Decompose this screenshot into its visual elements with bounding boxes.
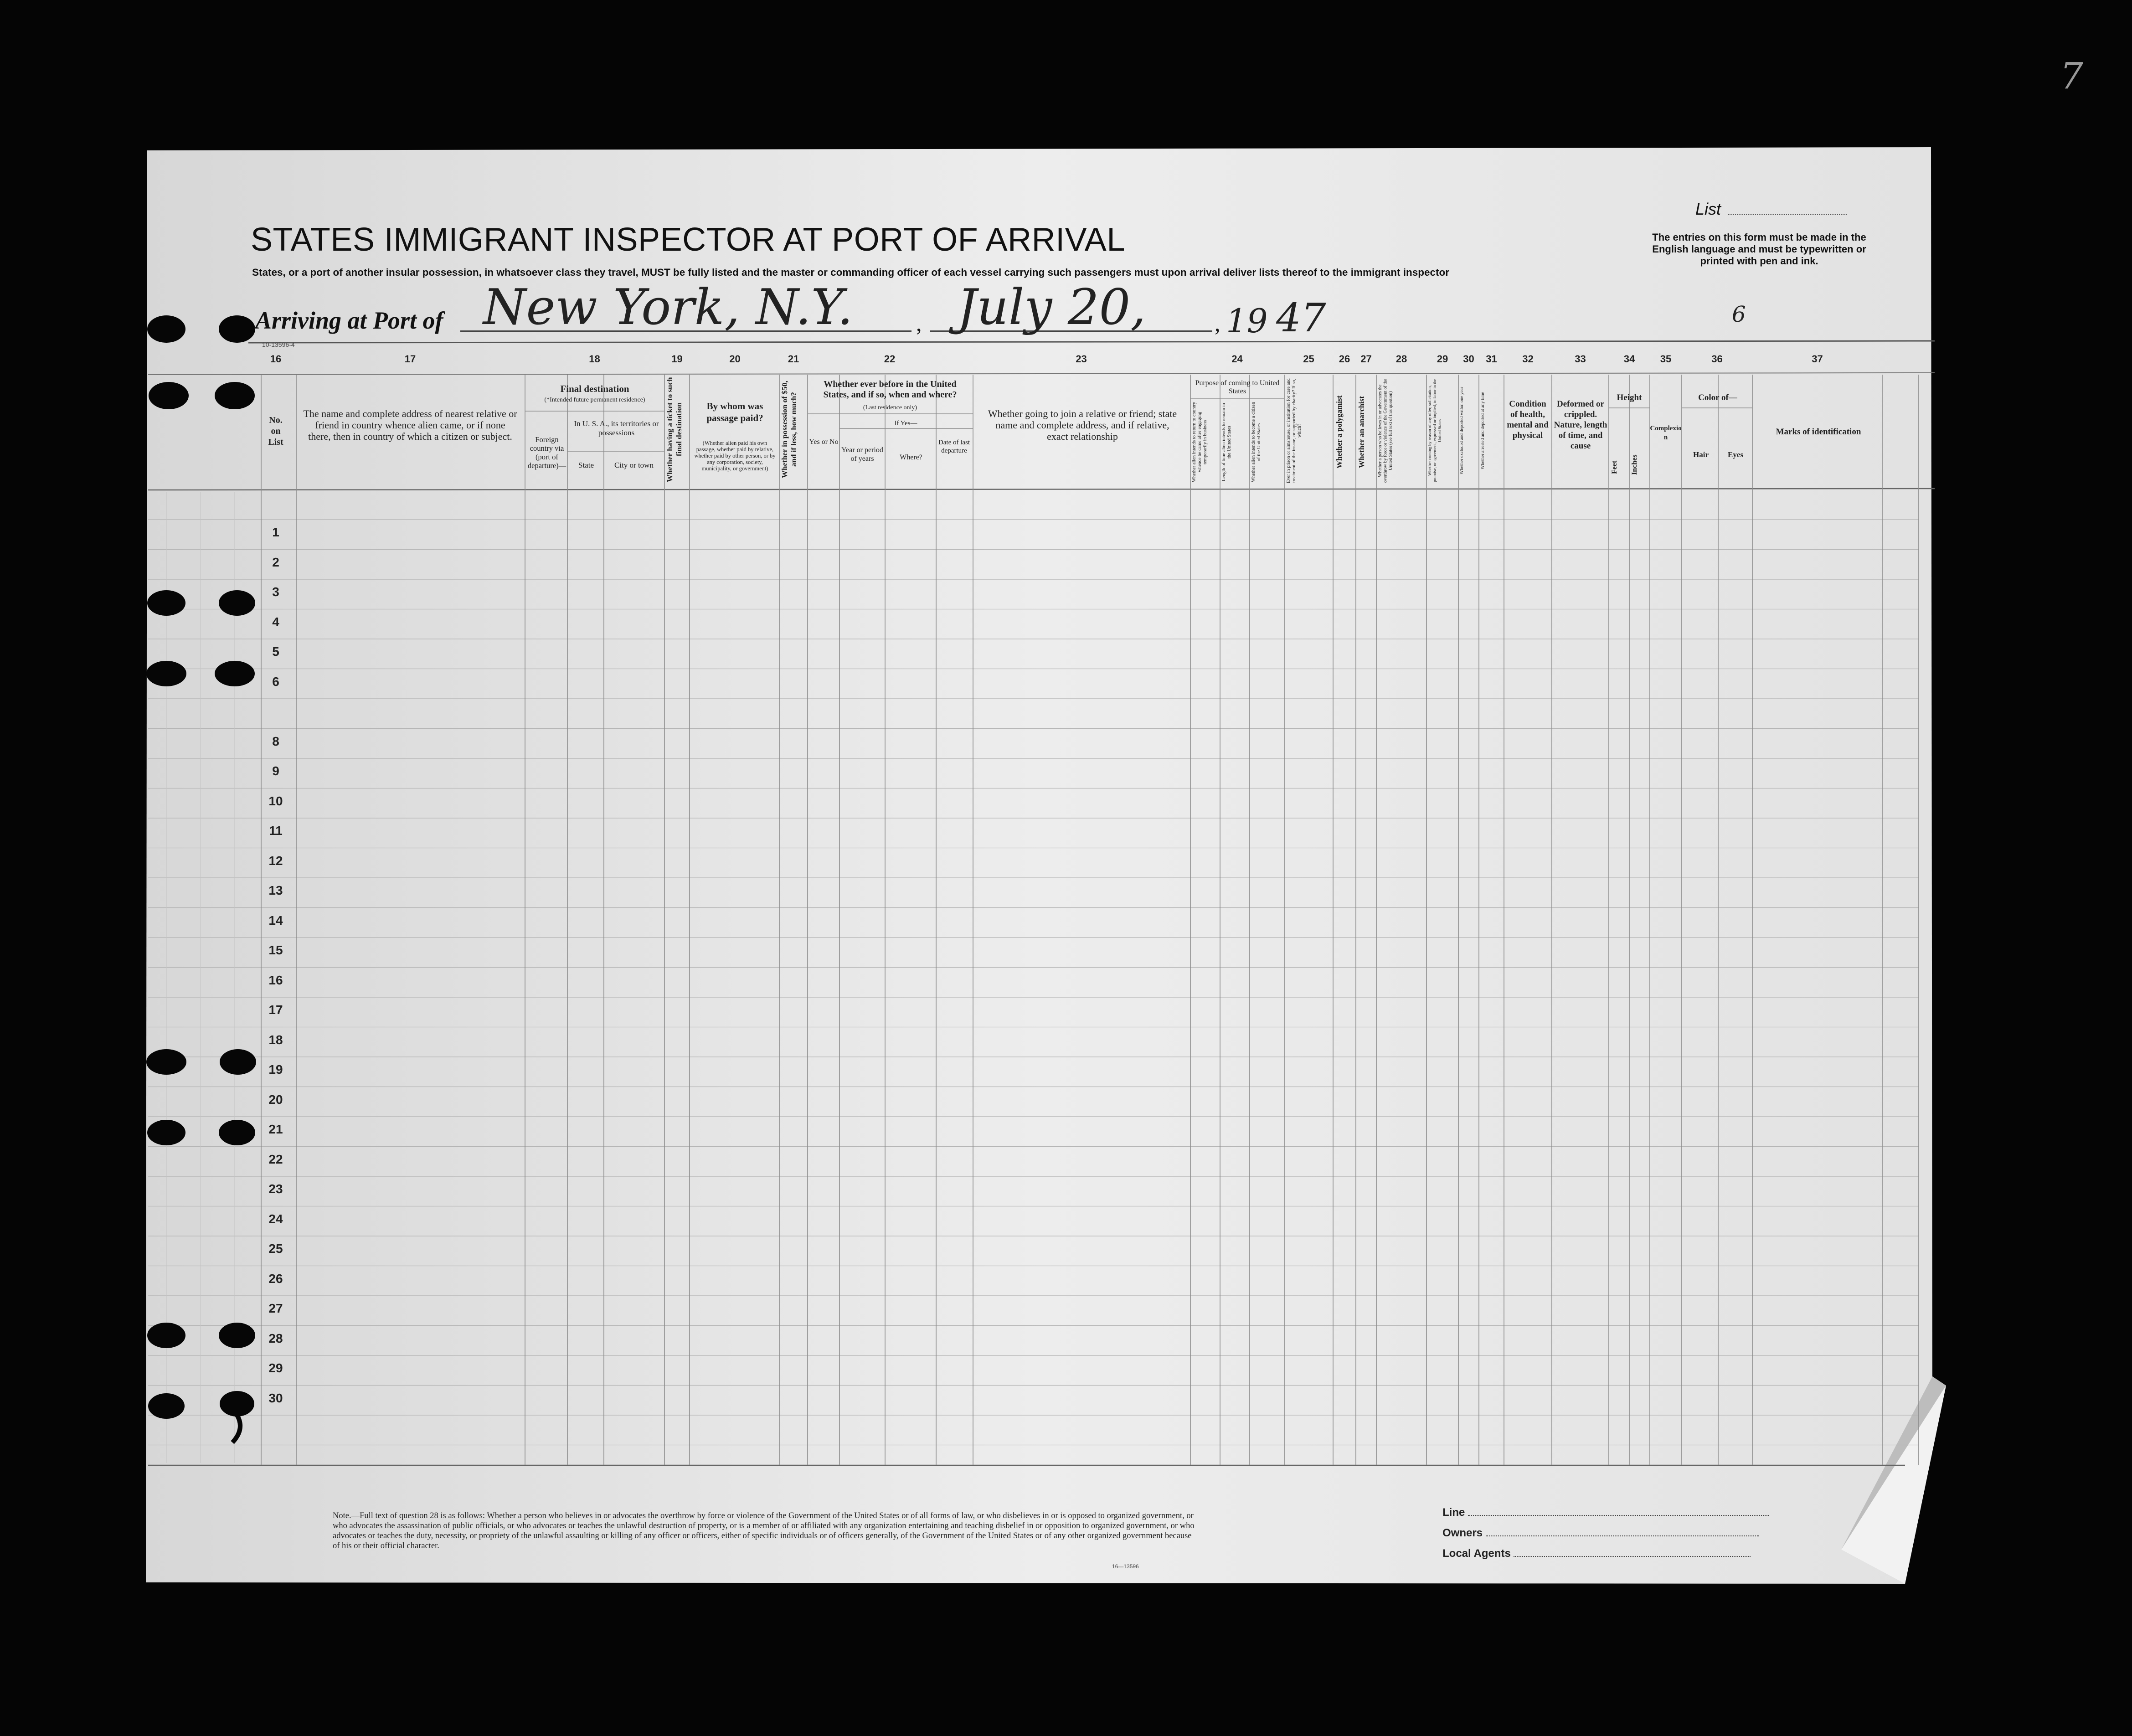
col34-feet: Feet xyxy=(1611,460,1618,474)
col22-title: Whether ever before in the United States, and if so, when and where? xyxy=(823,379,957,400)
colnum-36: 36 xyxy=(1711,353,1723,365)
col23-header: Whether going to join a relative or friend; state name and complete address, and if relative, exact relationship xyxy=(988,408,1177,442)
colnum-28: 28 xyxy=(1396,353,1407,365)
colnum-19: 19 xyxy=(671,353,683,365)
row-number: 27 xyxy=(268,1301,283,1315)
row-number: 6 xyxy=(272,674,279,689)
colnum-33: 33 xyxy=(1575,353,1586,365)
row-number: 15 xyxy=(268,943,283,957)
row-number: 22 xyxy=(268,1152,283,1166)
col21-header: Whether in possession of $50, and if less, how much? xyxy=(780,381,798,479)
colnum-24: 24 xyxy=(1231,353,1243,365)
row-number: 19 xyxy=(268,1062,283,1077)
row-number: 12 xyxy=(268,853,283,868)
page-mark: 6 xyxy=(1732,302,1746,327)
colnum-34: 34 xyxy=(1623,353,1635,365)
row-number: 29 xyxy=(268,1361,283,1375)
col24-c: Whether alien intends to become a citizen of the United States xyxy=(1251,402,1262,483)
col36-hair: Hair xyxy=(1693,450,1709,459)
col36-eyes: Eyes xyxy=(1728,450,1743,459)
row-number: 20 xyxy=(268,1092,283,1107)
row-number: 14 xyxy=(268,913,283,927)
col22-years: Year or period of years xyxy=(841,446,883,463)
line-label-text: Line xyxy=(1442,1506,1465,1519)
corner-mark: 7 xyxy=(2060,55,2083,97)
colnum-30: 30 xyxy=(1463,353,1474,365)
form-instructions: The entries on this form must be made in the English language and must be typewritten or printed with pen and ink. xyxy=(1652,232,1866,267)
row-number: 25 xyxy=(268,1241,283,1256)
colnum-35: 35 xyxy=(1660,353,1672,365)
owners-label xyxy=(1442,1527,1759,1540)
colnum-31: 31 xyxy=(1486,353,1497,365)
col17-header: The name and complete address of nearest relative or friend in country whence alien came, or if none there, then in country of which a citizen or subject. xyxy=(303,408,517,442)
col20-title: By whom was passage paid? xyxy=(706,401,763,423)
row-number: 11 xyxy=(269,824,283,838)
row-number: 10 xyxy=(268,793,283,808)
port-comma: , xyxy=(916,310,922,336)
line-field xyxy=(1468,1515,1769,1516)
col34-title: Height xyxy=(1617,393,1642,402)
row-number: 3 xyxy=(272,585,279,599)
list-label xyxy=(1695,200,1847,219)
port-handwritten: New York, N.Y. xyxy=(483,279,853,336)
colnum-25: 25 xyxy=(1303,353,1314,365)
col33-header: Deformed or crippled. Nature, length of time, and cause xyxy=(1554,399,1607,451)
agents-label xyxy=(1442,1547,1751,1560)
date-comma: , xyxy=(1215,310,1220,336)
col37-header: Marks of identification xyxy=(1776,427,1861,437)
col32-header: Condition of health, mental and physical xyxy=(1507,399,1549,440)
col24-title: Purpose of coming to United States xyxy=(1195,379,1280,395)
colnum-23: 23 xyxy=(1076,353,1087,365)
year-handwritten: 47 xyxy=(1276,295,1326,341)
row-number: 17 xyxy=(268,1003,283,1017)
col26-header: Whether a polygamist xyxy=(1335,395,1344,469)
line-label xyxy=(1442,1506,1769,1519)
col19-header: Whether having a ticket to such final destination xyxy=(665,377,683,482)
col18-city: City or town xyxy=(614,461,654,469)
year-prefix: 19 xyxy=(1226,302,1268,340)
col22-ifyes: If Yes— xyxy=(894,420,917,427)
page-title: STATES IMMIGRANT INSPECTOR AT PORT OF ARRIVAL xyxy=(251,222,1125,258)
colnum-21: 21 xyxy=(788,353,799,365)
footer-code: 16—13596 xyxy=(1112,1563,1139,1570)
row-number: 4 xyxy=(272,614,279,629)
row-number: 5 xyxy=(272,644,279,659)
colnum-26: 26 xyxy=(1339,353,1350,365)
col18-state: State xyxy=(578,461,594,469)
agents-field xyxy=(1514,1556,1751,1557)
col31-header: Whether arrested and deported at any time xyxy=(1480,392,1485,469)
col24-a: Whether alien intends to return to country whence he came after engaging temporarily in business xyxy=(1192,402,1208,483)
row-number: 28 xyxy=(268,1331,283,1345)
col22-yesno: Yes or No xyxy=(809,438,839,446)
row-number: 24 xyxy=(268,1211,283,1226)
col18-foreign: Foreign country via (port of departure)— xyxy=(527,435,566,470)
date-handwritten: July 20, xyxy=(957,279,1146,336)
row-number: 23 xyxy=(268,1182,283,1196)
colnum-17: 17 xyxy=(404,353,416,365)
footer-note: Note.—Full text of question 28 is as follows: Whether a person who believes in or advocates the overthrow by force or violence of the Government of the United States or of all forms of law, or who disbelieves in or is opposed to organized government, or who advocates the assassination of public officials, or who advocates or teaches the unlawful destruction of property, or is a member of or affiliated with any organization entertaining and teaching disbelief in or opposition to organized government, or who advocates or teaches the duty, necessity, or propriety of the unlawful assaulting or killing of any officer or officers, either of specific individuals or of officers generally, of the Government of the United States or of any other organized government because of his or their official character. xyxy=(333,1511,1195,1551)
owners-label-text: Owners xyxy=(1442,1527,1483,1539)
owners-field xyxy=(1486,1535,1759,1536)
colnum-18: 18 xyxy=(589,353,600,365)
form-code: 10-13596-4 xyxy=(262,341,295,348)
col28-header: Whether a person who believes in or advocates the overthrow by force or violence of the Government of the United States (see full text of this question) xyxy=(1378,379,1393,483)
row-number: 2 xyxy=(272,555,279,569)
col22-where: Where? xyxy=(900,453,922,461)
colnum-32: 32 xyxy=(1522,353,1534,365)
colnum-29: 29 xyxy=(1437,353,1448,365)
row-number: 13 xyxy=(268,883,283,897)
row-number: 8 xyxy=(272,734,279,748)
col30-header: Whether excluded and deported within one year xyxy=(1459,386,1464,475)
col35-header: Complexion xyxy=(1650,425,1682,441)
colnum-22: 22 xyxy=(884,353,896,365)
colnum-16: 16 xyxy=(270,353,282,365)
colnum-27: 27 xyxy=(1360,353,1372,365)
form-subtitle: States, or a port of another insular possession, in whatsoever class they travel, MUST be fully listed and the master or commanding officer of each vessel carrying such passengers must upon arrival deliver lists thereof to the immigrant inspector xyxy=(252,267,1449,278)
agents-label-text: Local Agents xyxy=(1442,1547,1511,1560)
list-number-line xyxy=(1728,214,1847,215)
col16-header: No. on List xyxy=(268,415,283,447)
col22-date: Date of last departure xyxy=(938,439,970,454)
colnum-37: 37 xyxy=(1812,353,1823,365)
col34-inches: Inches xyxy=(1631,454,1638,475)
col27-header: Whether an anarchist xyxy=(1357,396,1366,468)
col29-header: Whether coming by reason of any offer, solicitation, promise, or agreement, expressed or implied, to labor in the United States xyxy=(1428,379,1442,483)
row-number: 30 xyxy=(268,1391,283,1405)
row-numbers xyxy=(262,0,289,1504)
col24-b: Length of time alien intends to remain in the United States xyxy=(1221,403,1232,481)
row-number: 18 xyxy=(268,1032,283,1047)
row-number: 1 xyxy=(272,525,279,539)
col25-header: Ever in prison or almshouse, or institution for care and treatment of the insane, or supported by charity? If so, which? xyxy=(1286,378,1302,483)
col20-note: (Whether alien paid his own passage, whether paid by relative, whether paid by other person, or by any corporation, society, municipality, or government) xyxy=(694,440,776,472)
row-number: 16 xyxy=(268,973,283,987)
colnum-20: 20 xyxy=(729,353,741,365)
col36-title: Color of— xyxy=(1698,393,1737,402)
col22-subtitle: (Last residence only) xyxy=(863,404,917,411)
col18-subtitle: (*Intended future permanent residence) xyxy=(544,397,645,403)
col18-usa: In U. S. A., its territories or possessions xyxy=(574,419,659,437)
row-number: 9 xyxy=(272,764,279,778)
list-label-text: List xyxy=(1695,200,1721,218)
row-number: 26 xyxy=(268,1271,283,1286)
arriving-label: Arriving at Port of xyxy=(255,307,443,334)
col18-title: Final destination xyxy=(560,383,629,394)
row-number: 21 xyxy=(268,1122,283,1136)
